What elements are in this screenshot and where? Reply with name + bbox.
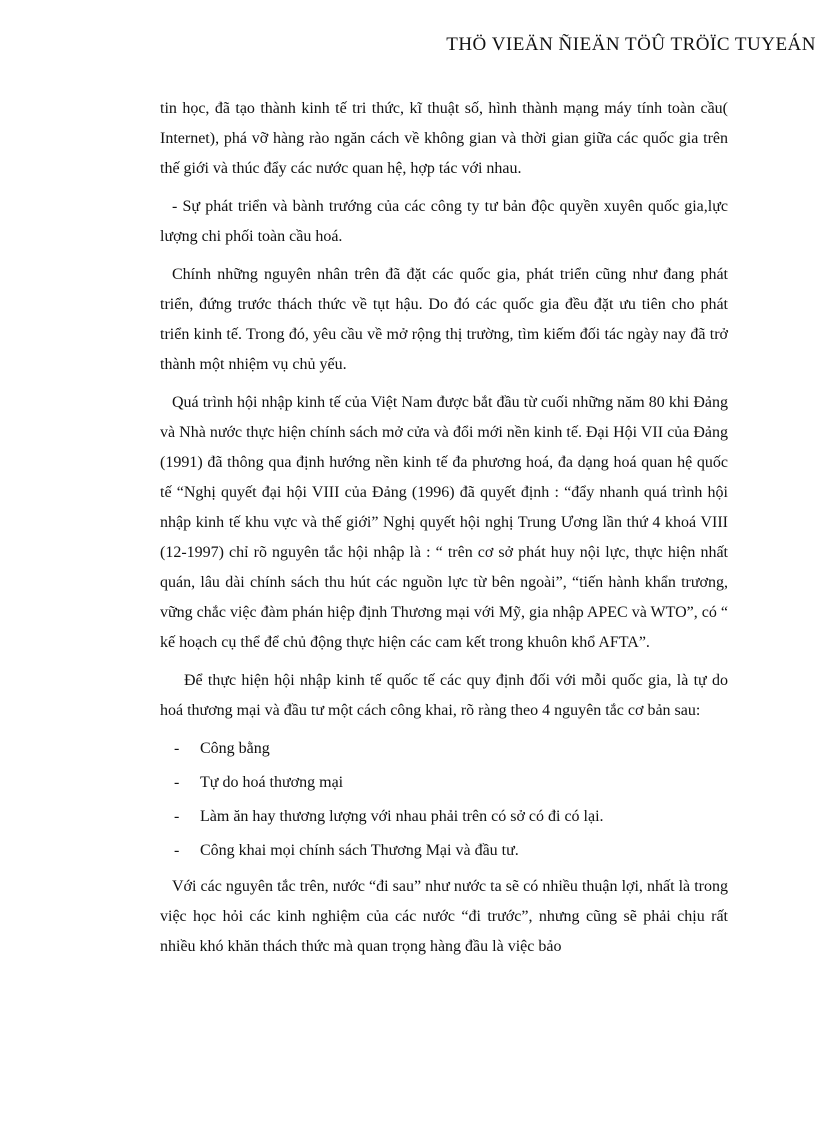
list-item <box>160 768 728 798</box>
list-dash: - <box>174 740 180 757</box>
paragraph: Quá trình hội nhập kinh tế của Việt Nam được bắt đầu từ cuối những năm 80 khi Đảng và Nhà nước thực hiện chính sách mở cửa và đổi mới nền kinh tế. Đại Hội VII của Đảng (1991) đã thông qua định hướng nền kinh tế đa phương hoá, đa dạng hoá quan hệ quốc tế “Nghị quyết đại hội VIII của Đảng (1996) đã quyết định : “đẩy nhanh quá trình hội nhập kinh tế khu vực và thế giới” Nghị quyết hội nghị Trung Ương lần thứ 4 khoá VIII (12-1997) chỉ rõ nguyên tắc hội nhập là : “ trên cơ sở phát huy nội lực, thực hiện nhất quán, lâu dài chính sách thu hút các nguồn lực từ bên ngoài”, “tiến hành khẩn trương, vững chắc việc đàm phán hiệp định Thương mại với Mỹ, gia nhập APEC và WTO”, có “ kế hoạch cụ thể để chủ động thực hiện các cam kết trong khuôn khổ AFTA”. <box>160 394 728 651</box>
list-dash: - <box>174 808 180 825</box>
list-dash: - <box>174 842 180 859</box>
list-dash: - <box>174 774 180 791</box>
page-header: THÖ VIEÄN ÑIEÄN TÖÛ TRÖÏC TUYEÁN <box>446 34 816 55</box>
paragraph: tin học, đã tạo thành kinh tế tri thức, kĩ thuật số, hình thành mạng máy tính toàn cầu( Internet), phá vỡ hàng rào ngăn cách về không gian và thời gian giữa các quốc gia trên thế giới và thúc đẩy các nước quan hệ, hợp tác với nhau. <box>160 100 728 177</box>
list-item-text: Công khai mọi chính sách Thương Mại và đầu tư. <box>200 842 519 859</box>
paragraph: Với các nguyên tắc trên, nước “đi sau” như nước ta sẽ có nhiều thuận lợi, nhất là trong việc học hỏi các kinh nghiệm của các nước “đi trước”, nhưng cũng sẽ phải chịu rất nhiều khó khăn thách thức mà quan trọng hàng đầu là việc bảo <box>160 878 728 955</box>
list-item-text: Tự do hoá thương mại <box>200 774 344 791</box>
document-body <box>160 94 728 970</box>
list-item <box>160 836 728 866</box>
principles-list <box>160 734 728 866</box>
paragraph: Để thực hiện hội nhập kinh tế quốc tế các quy định đối với mỗi quốc gia, là tự do hoá thương mại và đầu tư một cách công khai, rõ ràng theo 4 nguyên tắc cơ bản sau: <box>160 672 728 719</box>
list-item-text: Công bằng <box>200 740 270 757</box>
paragraph: Chính những nguyên nhân trên đã đặt các quốc gia, phát triển cũng như đang phát triển, đứng trước thách thức về tụt hậu. Do đó các quốc gia đều đặt ưu tiên cho phát triển kinh tế. Trong đó, yêu cầu về mở rộng thị trường, tìm kiếm đối tác ngày nay đã trở thành một nhiệm vụ chủ yếu. <box>160 266 728 373</box>
paragraph: - Sự phát triển và bành trướng của các công ty tư bản độc quyền xuyên quốc gia,lực lượng chi phối toàn cầu hoá. <box>160 198 728 245</box>
list-item <box>160 802 728 832</box>
list-item <box>160 734 728 764</box>
list-item-text: Làm ăn hay thương lượng với nhau phải trên có sở có đi có lại. <box>200 808 604 825</box>
